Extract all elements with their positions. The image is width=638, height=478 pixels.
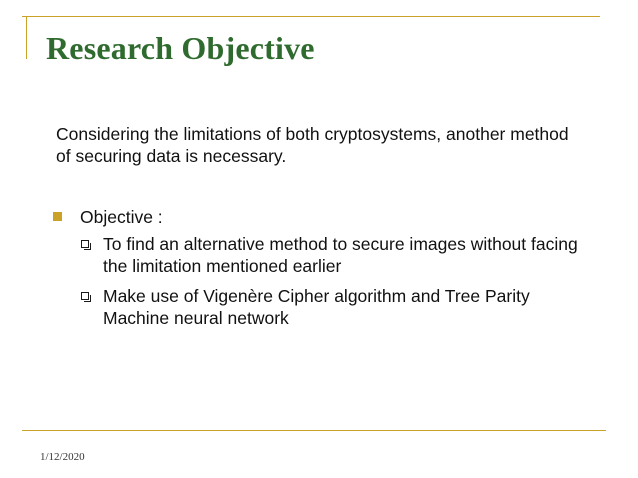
bottom-rule <box>22 430 606 431</box>
slide-title: Research Objective <box>46 30 315 66</box>
footer-date: 1/12/2020 <box>40 451 85 463</box>
intro-paragraph: Considering the limitations of both cryptosystems, another method of securing data is necessary. <box>56 124 569 166</box>
box-bullet-icon <box>81 240 89 248</box>
sub-bullet-text: Make use of Vigenère Cipher algorithm and Tree Parity Machine neural network <box>103 286 530 328</box>
square-bullet-icon <box>53 212 62 221</box>
box-bullet-icon <box>81 292 89 300</box>
left-rule <box>26 16 27 59</box>
top-rule <box>22 16 600 17</box>
sub-bullet-text: To find an alternative method to secure images without facing the limitation mentioned earlier <box>103 234 578 276</box>
bullet-label: Objective : <box>80 207 163 227</box>
